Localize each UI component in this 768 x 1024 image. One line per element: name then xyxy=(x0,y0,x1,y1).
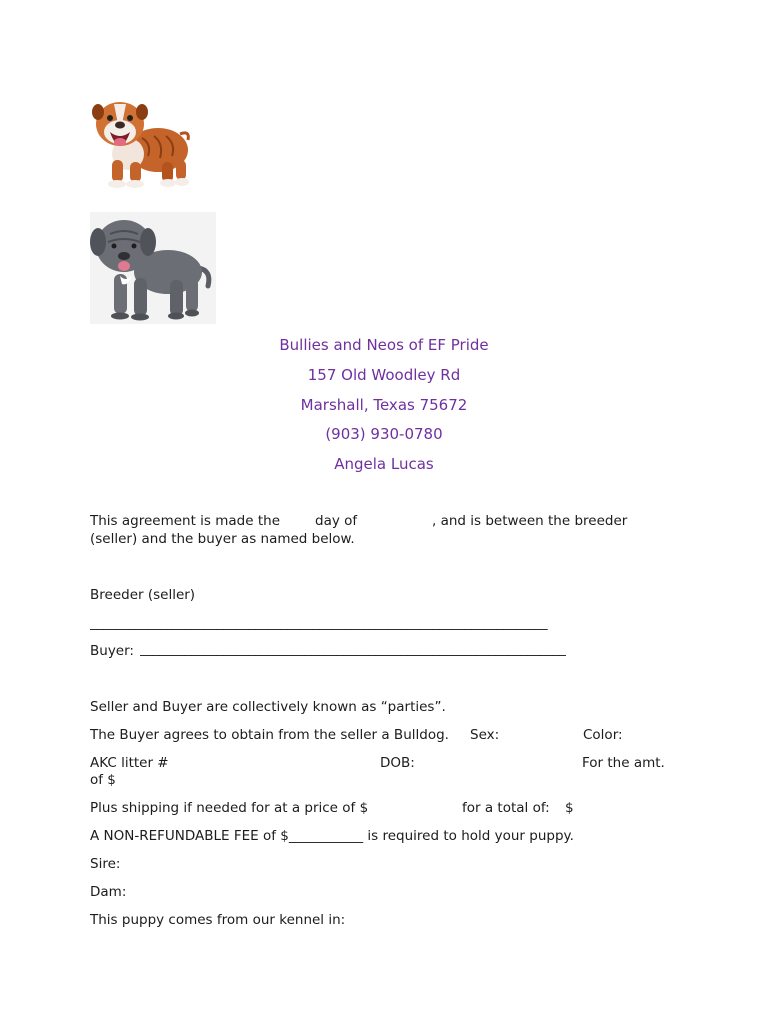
sex-label: Sex: xyxy=(470,727,500,743)
breeder-label: Breeder (seller) xyxy=(90,587,196,603)
agreement-between-cont-text: (seller) and the buyer as named below. xyxy=(90,531,355,547)
mastiff-image xyxy=(90,212,216,324)
buyer-signature-line: ___________________________________________________________________ xyxy=(140,641,566,657)
business-name: Bullies and Neos of EF Pride xyxy=(279,336,489,354)
obtain-text: The Buyer agrees to obtain from the seller a Bulldog. xyxy=(90,727,449,743)
owner-name: Angela Lucas xyxy=(334,455,434,473)
amount-of-label: of $ xyxy=(90,772,116,788)
agreement-between-text: , and is between the breeder xyxy=(432,513,628,529)
breeder-signature-line: ________________________________________________________________________ xyxy=(90,615,548,631)
parties-text: Seller and Buyer are collectively known as “parties”. xyxy=(90,699,446,715)
shipping-text: Plus shipping if needed for at a price of $ xyxy=(90,800,369,816)
buyer-label: Buyer: xyxy=(90,643,134,659)
phone-number: (903) 930-0780 xyxy=(325,425,443,443)
dob-label: DOB: xyxy=(380,755,415,771)
non-refundable-fee-text: A NON-REFUNDABLE FEE of $___________ is required to hold your puppy. xyxy=(90,828,574,844)
sire-label: Sire: xyxy=(90,856,121,872)
city-state-zip: Marshall, Texas 75672 xyxy=(300,396,468,414)
bulldog-image xyxy=(92,94,198,194)
dam-label: Dam: xyxy=(90,884,127,900)
total-label: for a total of: xyxy=(462,800,550,816)
agreement-made-text: This agreement is made the xyxy=(90,513,281,529)
amount-label: For the amt. xyxy=(582,755,665,771)
agreement-day-of-text: day of xyxy=(315,513,358,529)
total-dollar-label: $ xyxy=(565,800,574,816)
kennel-text: This puppy comes from our kennel in: xyxy=(90,912,346,928)
street-address: 157 Old Woodley Rd xyxy=(307,366,461,384)
color-label: Color: xyxy=(583,727,623,743)
akc-litter-label: AKC litter # xyxy=(90,755,169,771)
